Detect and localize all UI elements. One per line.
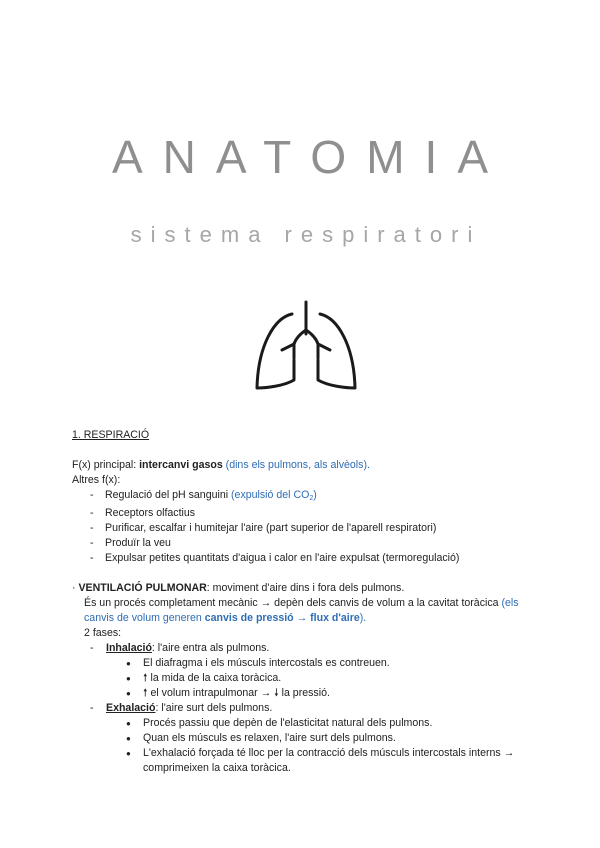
paragraph-note-bold: canvis de pressió → flux d'aire <box>204 612 360 624</box>
bullet-text: L'exhalació forçada té lloc per la contracció dels músculs intercostals interns → <box>143 747 515 759</box>
lead-dot: · <box>72 582 79 594</box>
document-title: ANATOMIA <box>112 131 508 183</box>
list-item-text: Produïr la veu <box>105 537 171 549</box>
phases-label: 2 fases: <box>84 627 122 639</box>
list-item: ● 🠕 la mida de la caixa toràcica. <box>126 672 282 684</box>
note-text: (expulsió del CO <box>231 489 310 501</box>
phase-description: : l'aire surt dels pulmons. <box>155 702 273 714</box>
fx-bold: intercanvi gasos <box>139 459 223 471</box>
fx-note: (dins els pulmons, als alvèols). <box>222 459 370 471</box>
document-subtitle: sistema respiratori <box>130 222 482 247</box>
bullet-text: El diafragma i els músculs intercostals es contreuen. <box>143 657 390 669</box>
paragraph-note: (els <box>501 597 519 609</box>
list-item: - Produïr la veu <box>90 537 171 549</box>
list-item-text: Purificar, escalfar i humitejar l'aire (part superior de l'aparell respiratori) <box>105 522 437 534</box>
bullet-text: Quan els músculs es relaxen, l'aire surt dels pulmons. <box>143 732 396 744</box>
fx-prefix: F(x) principal: <box>72 459 140 471</box>
bullet-text: 🠕 la mida de la caixa toràcica. <box>143 672 282 684</box>
ventilation-heading <box>72 581 552 596</box>
phase-label: Exhalació <box>106 702 156 714</box>
list-item: ● 🠕 el volum intrapulmonar → 🠗 la pressió. <box>126 687 330 699</box>
list-item: ● El diafragma i els músculs intercostals es contreuen. <box>126 657 390 669</box>
list-item: - Purificar, escalfar i humitejar l'aire (part superior de l'aparell respiratori) <box>90 522 437 534</box>
ventilation-label: VENTILACIÓ PULMONAR <box>78 582 207 594</box>
list-item-note <box>231 489 317 501</box>
list-item: - Expulsar petites quantitats d'aigua i calor en l'aire expulsat (termoregulació) <box>90 552 460 564</box>
phase-description: : l'aire entra als pulmons. <box>151 642 270 654</box>
section-heading: 1. RESPIRACIÓ <box>72 429 150 441</box>
paragraph-text: És un procés completament mecànic → depèn dels canvis de volum a la cavitat toràcica <box>84 597 502 609</box>
phase-exhalation: - Exhalació: l'aire surt dels pulmons. <box>90 702 273 714</box>
paragraph-line <box>72 611 552 626</box>
phase-label: Inhalació <box>106 642 152 654</box>
bullet-text: Procés passiu que depèn de l'elasticitat natural dels pulmons. <box>143 717 433 729</box>
list-item: ● Procés passiu que depèn de l'elasticitat natural dels pulmons. <box>126 717 433 729</box>
list-item: ● L'exhalació forçada té lloc per la contracció dels músculs intercostals interns → <box>126 747 515 759</box>
paragraph-note-end: ). <box>359 612 367 624</box>
list-item-text: Receptors olfactius <box>105 507 196 519</box>
list-item: - Regulació del pH sanguini (expulsió del $CO_2$) <box>90 489 317 502</box>
paragraph-line <box>72 596 552 611</box>
paragraph-note: canvis de volum generen <box>84 612 205 624</box>
main-function-line <box>72 458 552 473</box>
lungs-icon <box>254 300 358 392</box>
bullet-text: 🠕 el volum intrapulmonar → 🠗 la pressió. <box>143 687 330 699</box>
subscript: 2 <box>309 495 314 502</box>
bullet-text: comprimeixen la caixa toràcica. <box>143 762 291 774</box>
list-item-continuation <box>72 761 552 776</box>
ventilation-definition: : moviment d'aire dins i fora dels pulmons. <box>206 582 405 594</box>
document-body <box>72 428 552 776</box>
list-item: - Receptors olfactius <box>90 507 196 519</box>
phase-inhalation: - Inhalació: l'aire entra als pulmons. <box>90 642 270 654</box>
other-functions-label: Altres f(x): <box>72 474 121 486</box>
list-item: ● Quan els músculs es relaxen, l'aire surt dels pulmons. <box>126 732 396 744</box>
list-item-text: Expulsar petites quantitats d'aigua i calor en l'aire expulsat (termoregulació) <box>105 552 460 564</box>
note-end: ) <box>313 489 317 501</box>
list-item-text: Regulació del pH sanguini <box>105 489 232 501</box>
